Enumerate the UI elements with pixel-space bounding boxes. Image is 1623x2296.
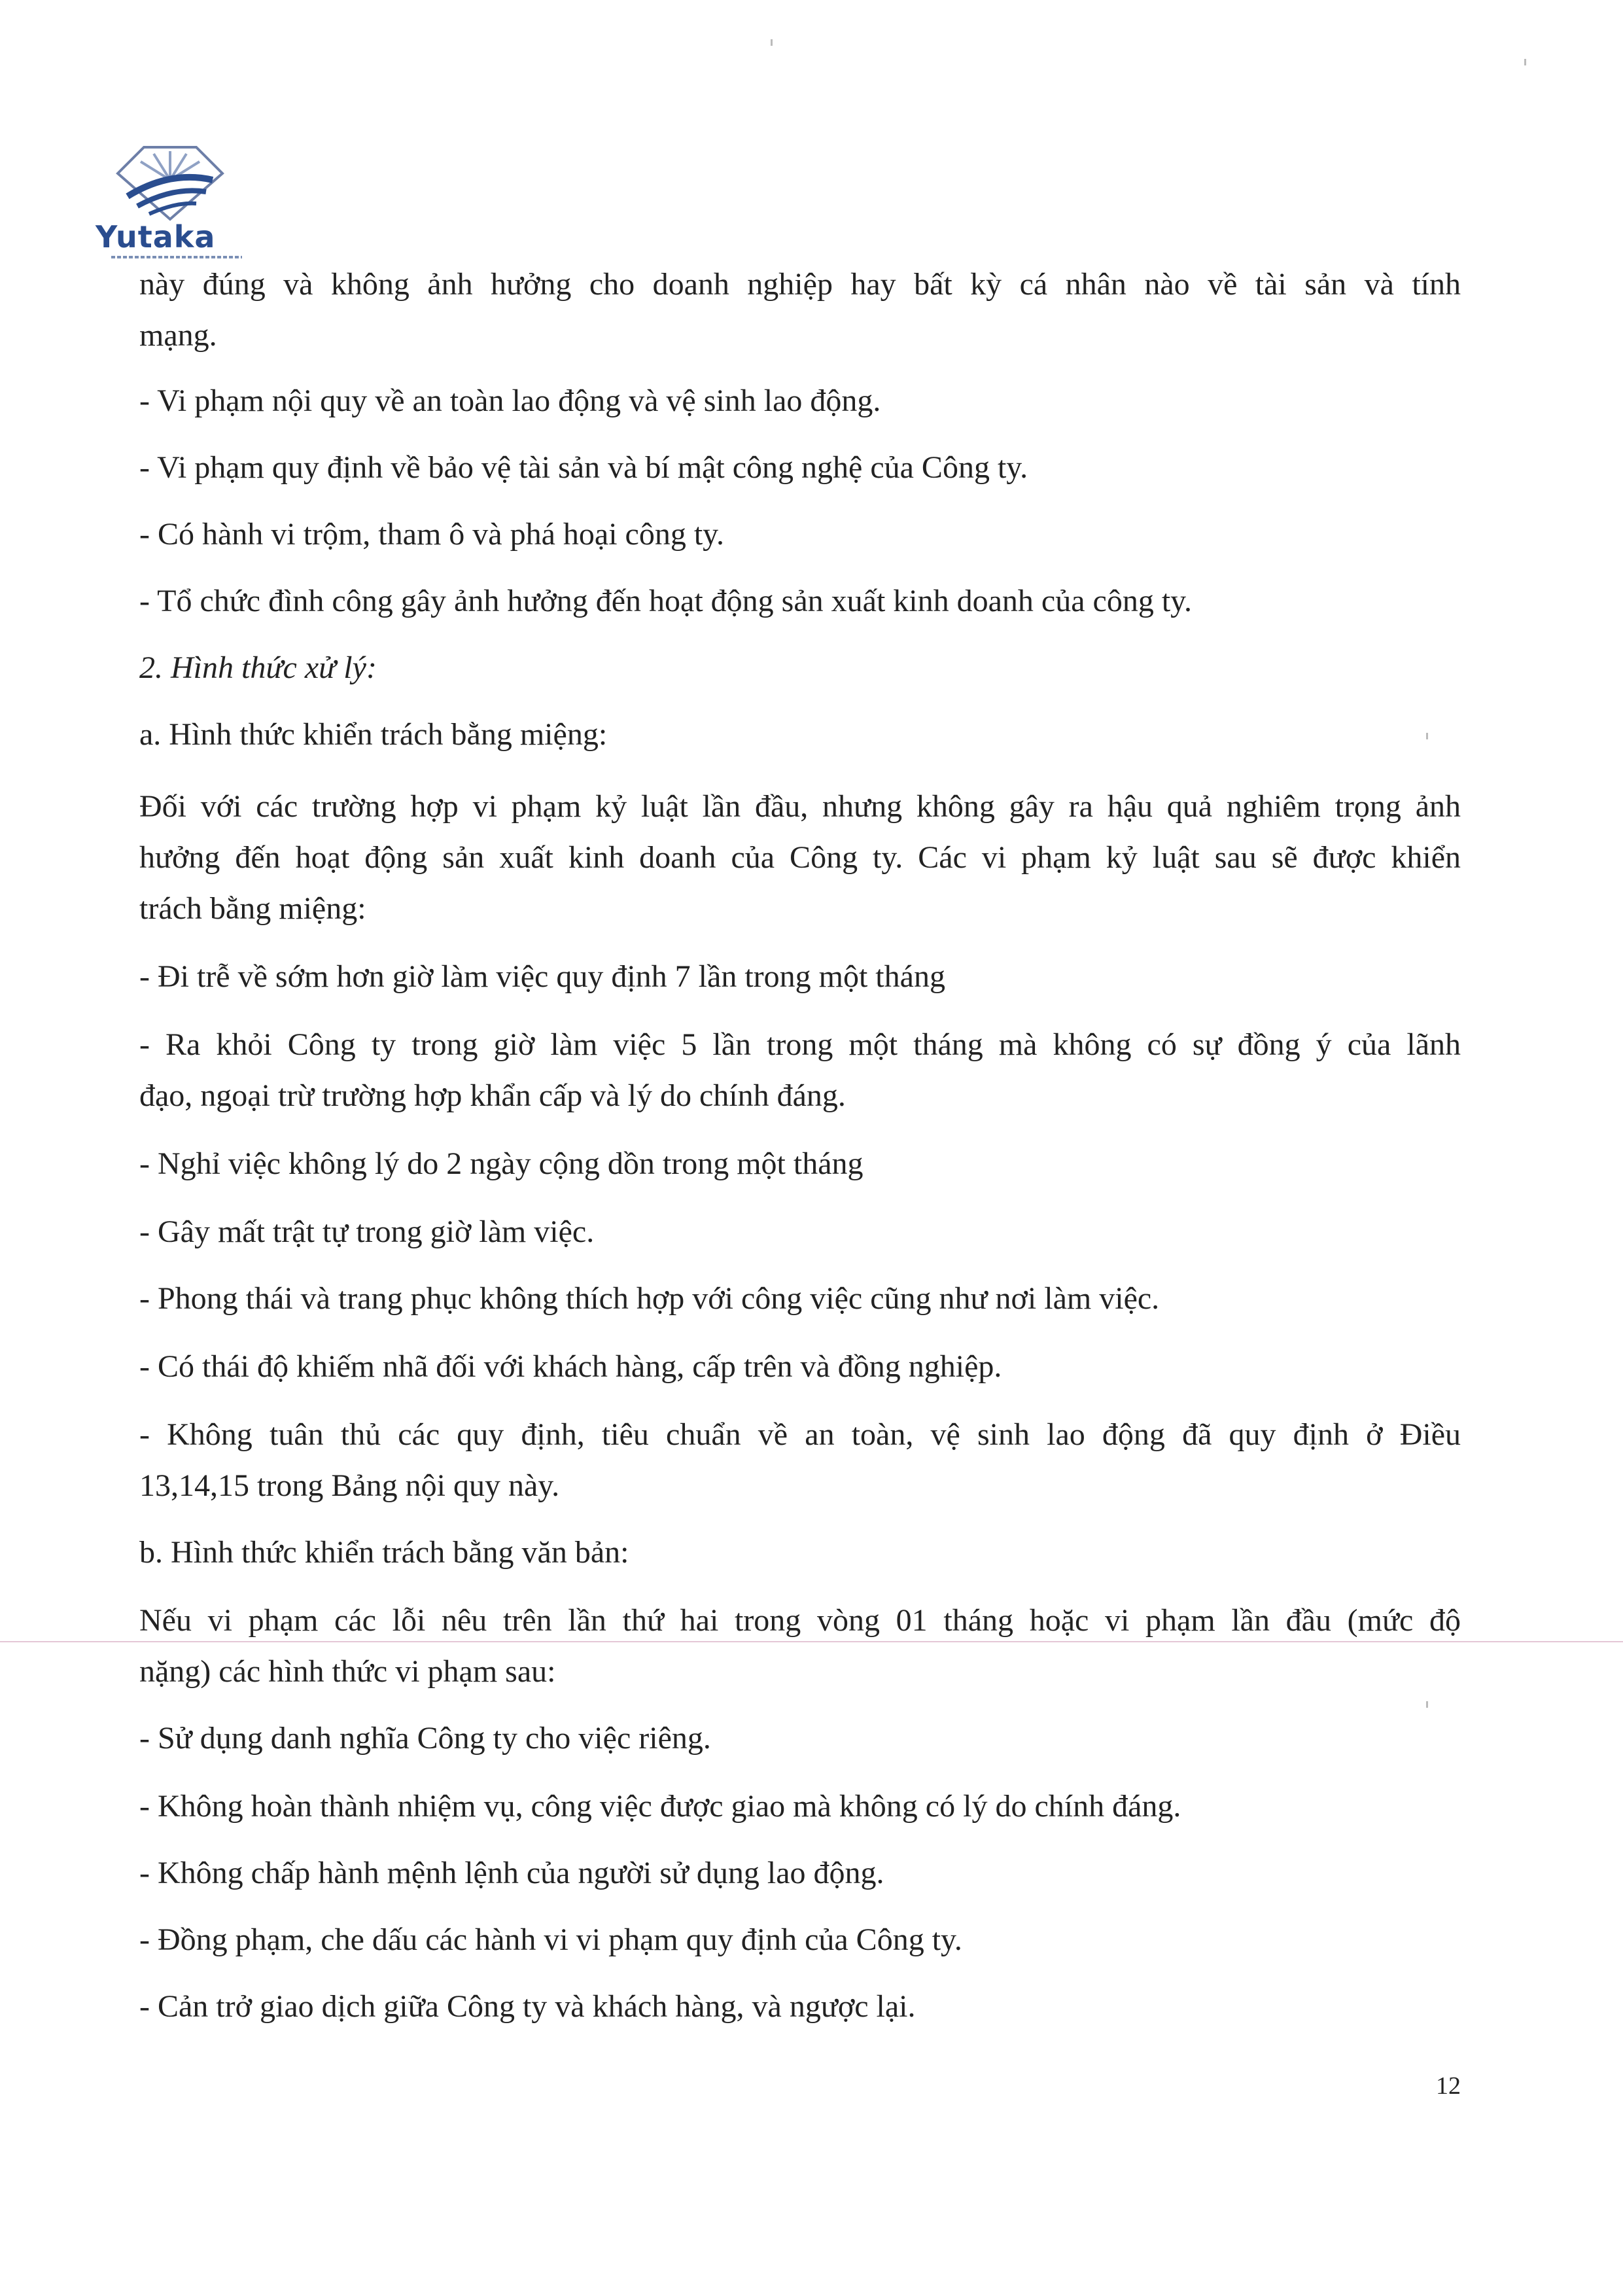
paragraph-line: này đúng và không ảnh hưởng cho doanh nghiệp hay bất kỳ cá nhân nào về tài sản và tính: [139, 267, 1461, 302]
list-item-continuation: đạo, ngoại trừ trường hợp khẩn cấp và lý do chính đáng.: [139, 1078, 846, 1113]
list-item: - Không chấp hành mệnh lệnh của người sử dụng lao động.: [139, 1856, 884, 1890]
subsection-heading: a. Hình thức khiển trách bằng miệng:: [139, 717, 608, 752]
scan-speck: [771, 39, 773, 46]
list-item: - Có thái độ khiếm nhã đối với khách hàng, cấp trên và đồng nghiệp.: [139, 1349, 1002, 1384]
list-item: - Có hành vi trộm, tham ô và phá hoại công ty.: [139, 517, 725, 552]
paragraph-line: nặng) các hình thức vi phạm sau:: [139, 1654, 556, 1689]
list-item: - Tổ chức đình công gây ảnh hưởng đến hoạt động sản xuất kinh doanh của công ty.: [139, 584, 1193, 618]
subsection-heading: b. Hình thức khiển trách bằng văn bản:: [139, 1535, 629, 1570]
diamond-sun-icon: [92, 134, 249, 232]
list-item: - Đồng phạm, che dấu các hành vi vi phạm quy định của Công ty.: [139, 1922, 962, 1957]
list-item: - Đi trễ về sớm hơn giờ làm việc quy định 7 lần trong một tháng: [139, 959, 945, 994]
list-item: - Cản trở giao dịch giữa Công ty và khách hàng, và ngược lại.: [139, 1989, 916, 2024]
list-item: - Gây mất trật tự trong giờ làm việc.: [139, 1214, 595, 1249]
paragraph-line: Nếu vi phạm các lỗi nêu trên lần thứ hai trong vòng 01 tháng hoặc vi phạm lần đầu (mức độ: [139, 1603, 1461, 1638]
section-heading: 2. Hình thức xử lý:: [139, 650, 377, 685]
list-item: - Vi phạm nội quy về an toàn lao động và vệ sinh lao động.: [139, 383, 881, 418]
list-item: - Phong thái và trang phục không thích hợp với công việc cũng như nơi làm việc.: [139, 1281, 1160, 1316]
logo-tagline: [111, 256, 242, 258]
paragraph-line: trách bằng miệng:: [139, 891, 366, 926]
list-item: - Không hoàn thành nhiệm vụ, công việc được giao mà không có lý do chính đáng.: [139, 1789, 1181, 1824]
scan-speck: [1426, 733, 1428, 739]
paragraph-line: mạng.: [139, 318, 217, 353]
company-logo: [92, 134, 249, 258]
list-item: - Không tuân thủ các quy định, tiêu chuẩn về an toàn, vệ sinh lao động đã quy định ở Điều: [139, 1417, 1461, 1452]
list-item: - Ra khỏi Công ty trong giờ làm việc 5 lần trong một tháng mà không có sự đồng ý của lãnh: [139, 1027, 1461, 1062]
scan-speck: [1524, 59, 1526, 65]
list-item-continuation: 13,14,15 trong Bảng nội quy này.: [139, 1468, 560, 1503]
scan-artifact-line: [0, 1641, 1623, 1642]
scan-speck: [1426, 1701, 1428, 1708]
paragraph-line: Đối với các trường hợp vi phạm kỷ luật lần đầu, nhưng không gây ra hậu quả nghiêm trọng ảnh: [139, 789, 1461, 824]
list-item: - Vi phạm quy định về bảo vệ tài sản và bí mật công nghệ của Công ty.: [139, 450, 1028, 485]
paragraph-line: hưởng đến hoạt động sản xuất kinh doanh của Công ty. Các vi phạm kỷ luật sau sẽ được khiển: [139, 840, 1461, 875]
list-item: - Nghỉ việc không lý do 2 ngày cộng dồn trong một tháng: [139, 1146, 864, 1181]
logo-wordmark: Yutaka: [96, 219, 216, 255]
list-item: - Sử dụng danh nghĩa Công ty cho việc riêng.: [139, 1721, 711, 1756]
page-number: 12: [1436, 2072, 1461, 2100]
